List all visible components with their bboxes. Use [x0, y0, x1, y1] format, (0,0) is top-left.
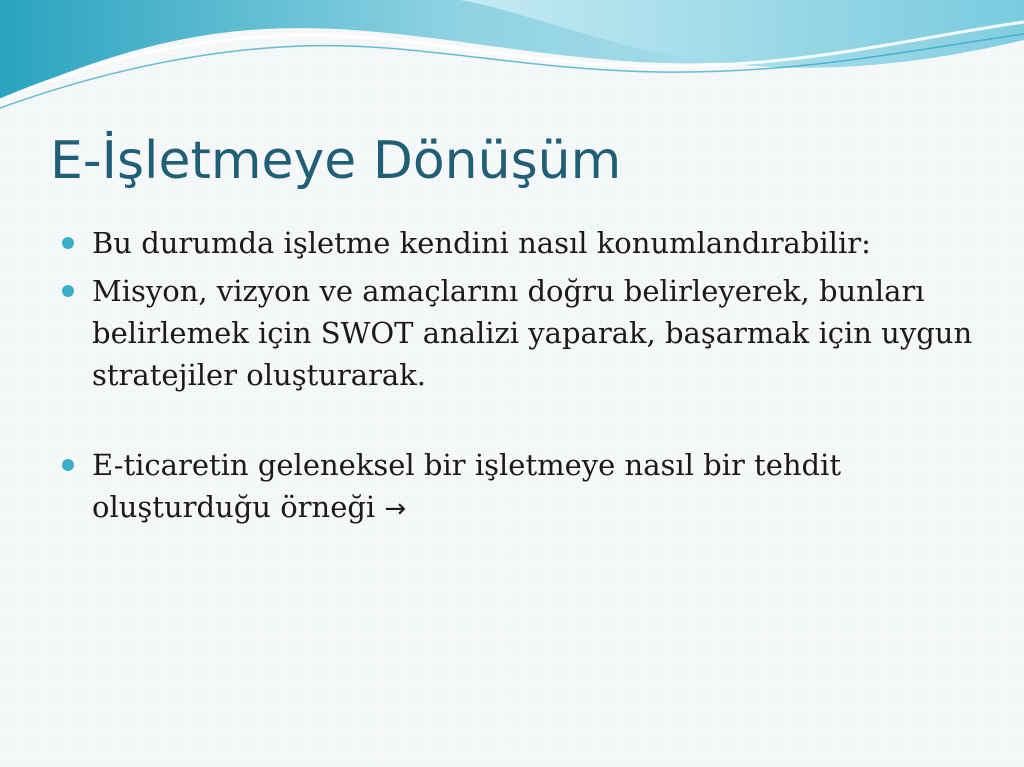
bullet-text: Bu durumda işletme kendini nasıl konumlandırabilir: — [92, 226, 871, 260]
header-wave-decoration — [0, 0, 1024, 115]
bullet-list — [62, 222, 982, 536]
bullet-dot-icon — [62, 285, 74, 297]
bullet-item — [62, 222, 982, 264]
bullet-item — [62, 444, 982, 530]
bullet-dot-icon — [62, 237, 74, 249]
bullet-item — [62, 270, 982, 396]
slide-title: E-İşletmeye Dönüşüm — [50, 131, 622, 191]
bullet-dot-icon — [62, 459, 74, 471]
bullet-text: Misyon, vizyon ve amaçlarını doğru belirleyerek, bunları belirlemek için SWOT analizi yaparak, başarmak için uygun stratejiler oluşturarak. — [92, 274, 973, 392]
bullet-text: E-ticaretin geleneksel bir işletmeye nasıl bir tehdit oluşturduğu örneği — [92, 448, 842, 524]
right-arrow-icon: → — [384, 494, 407, 524]
